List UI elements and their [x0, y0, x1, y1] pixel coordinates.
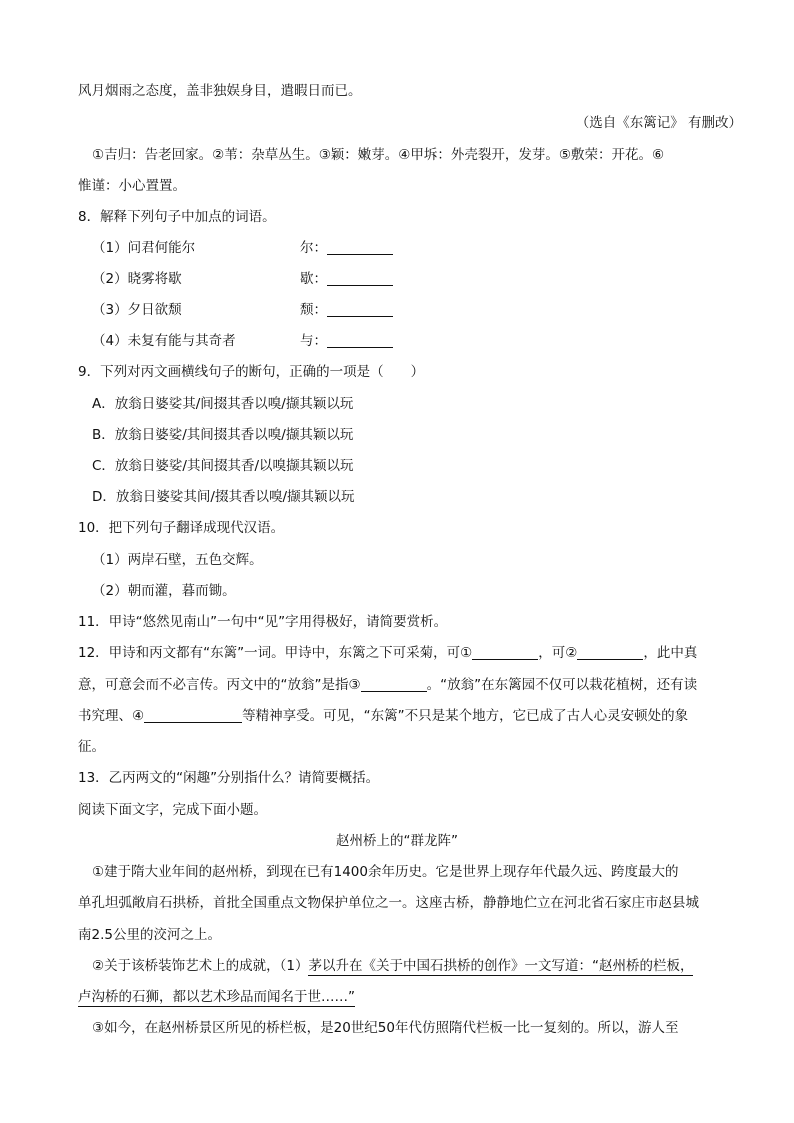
article-title: 赵州桥上的“群龙阵”	[336, 833, 458, 849]
q8-item: （1）问君何能尔	[92, 240, 196, 256]
underlined-text: 茅以升在《关于中国石拱桥的创作》一文写道：“赵州桥的栏板，	[308, 958, 694, 974]
paragraph-line: ③如今，在赵州桥景区所见的桥栏板，是20世纪50年代仿照隋代栏板一比一复刻的。所以，游人至	[92, 1020, 679, 1036]
paragraph-line: 南2.5公里的洨河之上。	[78, 927, 221, 943]
answer-blank[interactable]	[327, 240, 393, 255]
answer-blank[interactable]	[144, 708, 242, 723]
reading-instruction: 阅读下面文字，完成下面小题。	[78, 802, 267, 818]
answer-blank[interactable]	[327, 333, 393, 348]
paragraph-line: ②关于该桥装饰艺术上的成就，（1）茅以升在《关于中国石拱桥的创作》一文写道：“赵州桥的栏板，	[92, 958, 694, 974]
question-10: 10．把下列句子翻译成现代汉语。	[78, 520, 285, 536]
option-d[interactable]: D．放翁日婆娑其间/掇其香以嗅/撷其颖以玩	[92, 489, 355, 505]
option-a[interactable]: A．放翁日婆娑其/间掇其香以嗅/撷其颖以玩	[92, 396, 354, 412]
q10-item: （1）两岸石壁，五色交辉。	[92, 552, 263, 568]
answer-blank[interactable]	[327, 302, 393, 317]
question-12-line: 征。	[78, 739, 105, 755]
answer-blank[interactable]	[472, 645, 538, 660]
answer-blank[interactable]	[577, 645, 643, 660]
q8-answer[interactable]: 歇：	[300, 270, 393, 288]
paragraph-line	[78, 988, 355, 1006]
question-13: 13．乙丙两文的“闲趣”分别指什么？请简要概括。	[78, 770, 380, 786]
question-12-line: 意，可意会而不必言传。丙文中的“放翁”是指③ 。“放翁”在东篱园不仅可以栽花植树，还有读	[78, 677, 698, 693]
option-c[interactable]: C．放翁日婆娑/其间掇其香/以嗅撷其颖以玩	[92, 458, 354, 474]
question-12-line: 12．甲诗和丙文都有“东篱”一词。甲诗中，东篱之下可采菊，可① ，可② ，此中真	[78, 645, 698, 661]
q8-item: （4）未复有能与其奇者	[92, 333, 236, 349]
question-11: 11．甲诗“悠然见南山”一句中“见”字用得极好，请简要赏析。	[78, 614, 448, 630]
footnotes-line: 惟谨：小心置置。	[78, 178, 186, 194]
footnotes-line: ①吉归：告老回家。②苇：杂草丛生。③颖：嫩芽。④甲坼：外壳裂开，发芽。⑤敷荣：开花。⑥	[92, 147, 665, 163]
q8-item: （2）晓雾将歇	[92, 271, 182, 287]
q8-answer[interactable]: 颓：	[300, 301, 393, 319]
text-line: 风月烟雨之态度，盖非独娱身目，遣暇日而已。	[78, 83, 362, 99]
underlined-text: 卢沟桥的石狮，都以艺术珍品而闻名于世……”	[78, 989, 355, 1005]
question-9: 9．下列对丙文画横线句子的断句，正确的一项是（ ）	[78, 364, 425, 380]
q8-answer[interactable]: 与：	[300, 332, 393, 350]
question-12-line: 书究理、④ 等精神享受。可见，“东篱”不只是某个地方，它已成了古人心灵安顿处的象	[78, 708, 689, 724]
q8-item: （3）夕日欲颓	[92, 302, 182, 318]
q10-item: （2）朝而灌，暮而锄。	[92, 583, 236, 599]
paragraph-line: ①建于隋大业年间的赵州桥，到现在已有1400余年历史。它是世界上现存年代最久远、跨度最大的	[92, 864, 679, 880]
option-b[interactable]: B．放翁日婆娑/其间掇其香以嗅/撷其颖以玩	[92, 427, 354, 443]
answer-blank[interactable]	[327, 271, 393, 286]
paragraph-line: 单孔坦弧敞肩石拱桥，首批全国重点文物保护单位之一。这座古桥，静静地伫立在河北省石家庄市赵县城	[78, 895, 699, 911]
answer-blank[interactable]	[361, 677, 427, 692]
question-8: 8．解释下列句子中加点的词语。	[78, 209, 276, 225]
source-note: （选自《东篱记》 有删改）	[575, 115, 742, 131]
q8-answer[interactable]: 尔：	[300, 239, 393, 257]
